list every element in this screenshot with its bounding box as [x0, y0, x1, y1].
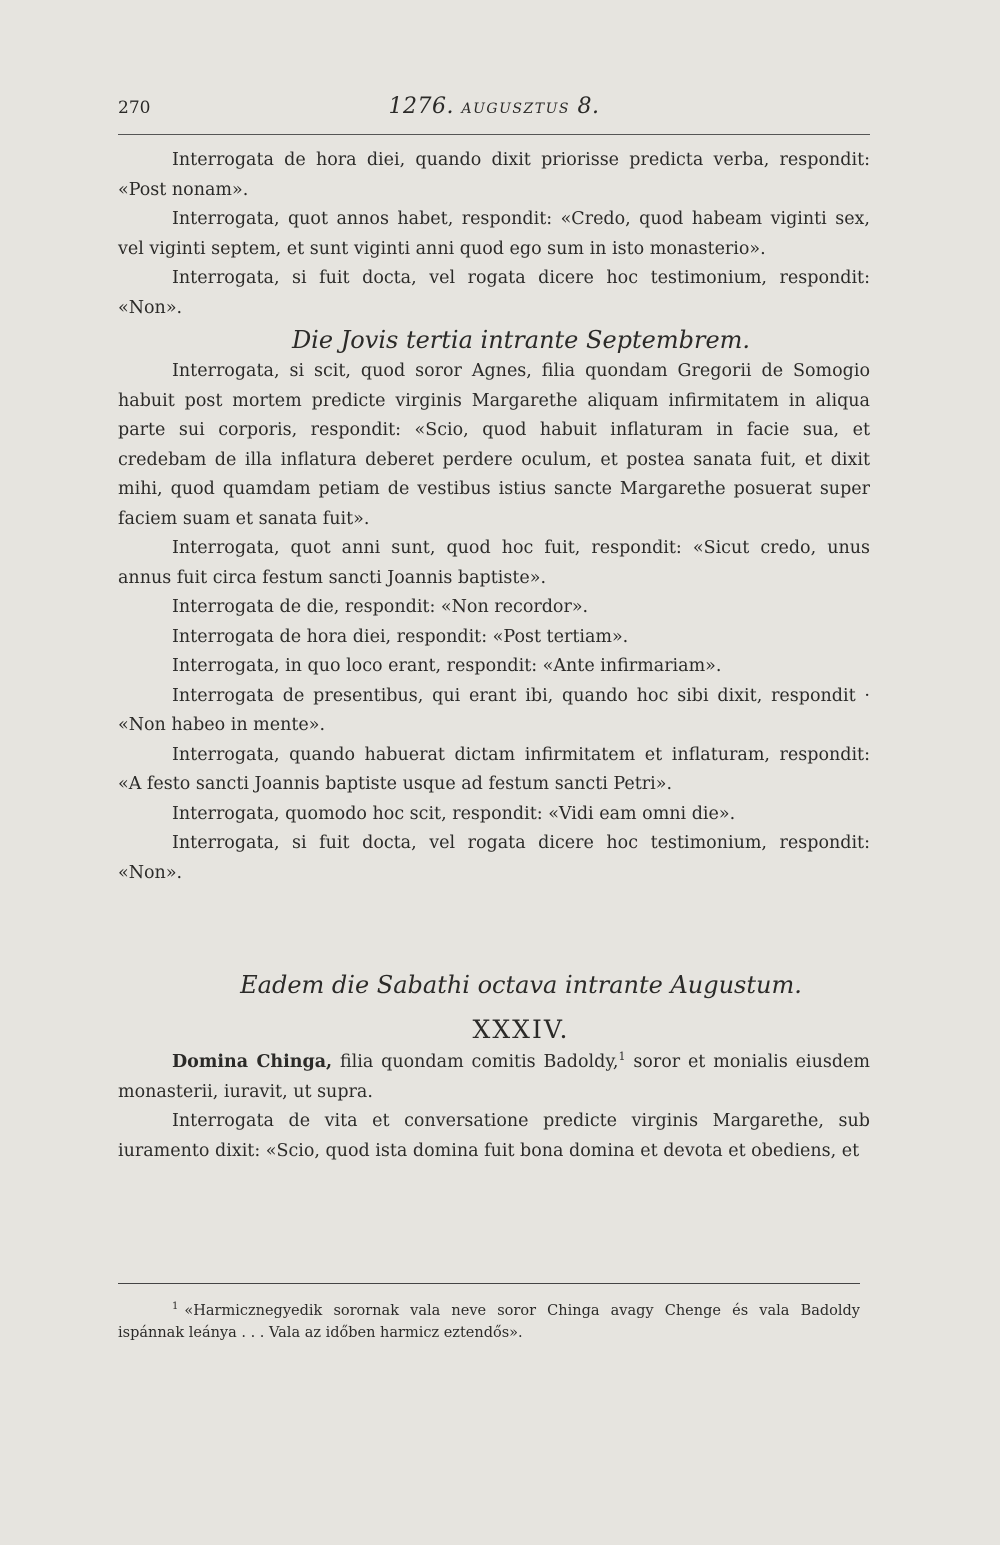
paragraph: Interrogata, quot annos habet, respondit: «Credo, quod habeam viginti sex, vel viginti septem, et sunt viginti anni quod ego sum in isto monasterio». [118, 209, 870, 259]
running-title [118, 94, 870, 119]
paragraph: Interrogata de vita et conversatione predicte virginis Margarethe, sub iuramento dixit: «Scio, quod ista domina fuit bona domina et devota et obediens, et [118, 1111, 870, 1161]
paragraph: Interrogata, si scit, quod soror Agnes, filia quondam Gregorii de Somogio habuit post mortem predicte virginis Margarethe aliquam infirmitatem in aliqua parte sui corporis, respondit: «Scio, quod habuit inflaturam in facie sua, et credebam de illa inflatura deberet perdere oculum, et postea sanata fuit, et dixit mihi, quod quamdam petiam de vestibus istius sancte Margarethe posuerat super faciem suam et sanata fuit». [118, 361, 870, 529]
footnote-reference: 1 [618, 1050, 626, 1064]
paragraph: Interrogata de hora diei, respondit: «Post tertiam». [172, 626, 629, 647]
footnote-mark: 1 [172, 1301, 179, 1312]
witness-text: soror et monialis eiusdem monasterii, iuravit, ut supra. [118, 1052, 871, 1102]
title-month: AUGUSZTUS [461, 101, 570, 117]
footnote-text: «Harmicznegyedik sorornak vala neve soror Chinga avagy Chenge és vala Badoldy ispánnak leánya . . . Vala az időben harmicz eztendős». [118, 1302, 860, 1341]
paragraph: Interrogata, si fuit docta, vel rogata dicere hoc testimonium, respondit: «Non». [118, 833, 870, 883]
paragraph: Interrogata, in quo loco erant, respondit: «Ante infirmariam». [172, 656, 722, 676]
date-heading: Eadem die Sabathi octava intrante Augustum. [240, 971, 802, 999]
section-number: XXXIV. [472, 1015, 570, 1044]
paragraph: Interrogata de presentibus, qui erant ibi, quando hoc sibi dixit, respondit · «Non habeo in mente». [118, 685, 870, 735]
paragraph: Interrogata de die, respondit: «Non recordor». [172, 597, 589, 617]
body-text [118, 146, 870, 1166]
date-heading: Die Jovis tertia intrante Septembrem. [291, 326, 751, 354]
witness-paragraph [118, 1048, 870, 1107]
witness-text: filia quondam comitis Badoldy, [332, 1052, 619, 1072]
paragraph: Interrogata, quomodo hoc scit, respondit: «Vidi eam omni die». [172, 803, 736, 824]
witness-name: Domina Chinga, [172, 1052, 333, 1072]
title-day: 8. [577, 94, 600, 119]
title-year: 1276. [388, 94, 455, 119]
paragraph: Interrogata de hora diei, quando dixit priorisse predicta verba, respondit: «Post nonam». [118, 150, 870, 200]
footnote [118, 1296, 860, 1344]
page-number: 270 [118, 98, 151, 118]
paragraph: Interrogata, quot anni sunt, quod hoc fuit, respondit: «Sicut credo, unus annus fuit circa festum sancti Joannis baptiste». [118, 538, 870, 588]
paragraph: Interrogata, quando habuerat dictam infirmitatem et inflaturam, respondit: «A festo sancti Joannis baptiste usque ad festum sancti Petri». [118, 744, 870, 794]
paragraph: Interrogata, si fuit docta, vel rogata dicere hoc testimonium, respondit: «Non». [118, 268, 870, 318]
running-head [118, 94, 870, 135]
footnote-divider [118, 1283, 860, 1284]
